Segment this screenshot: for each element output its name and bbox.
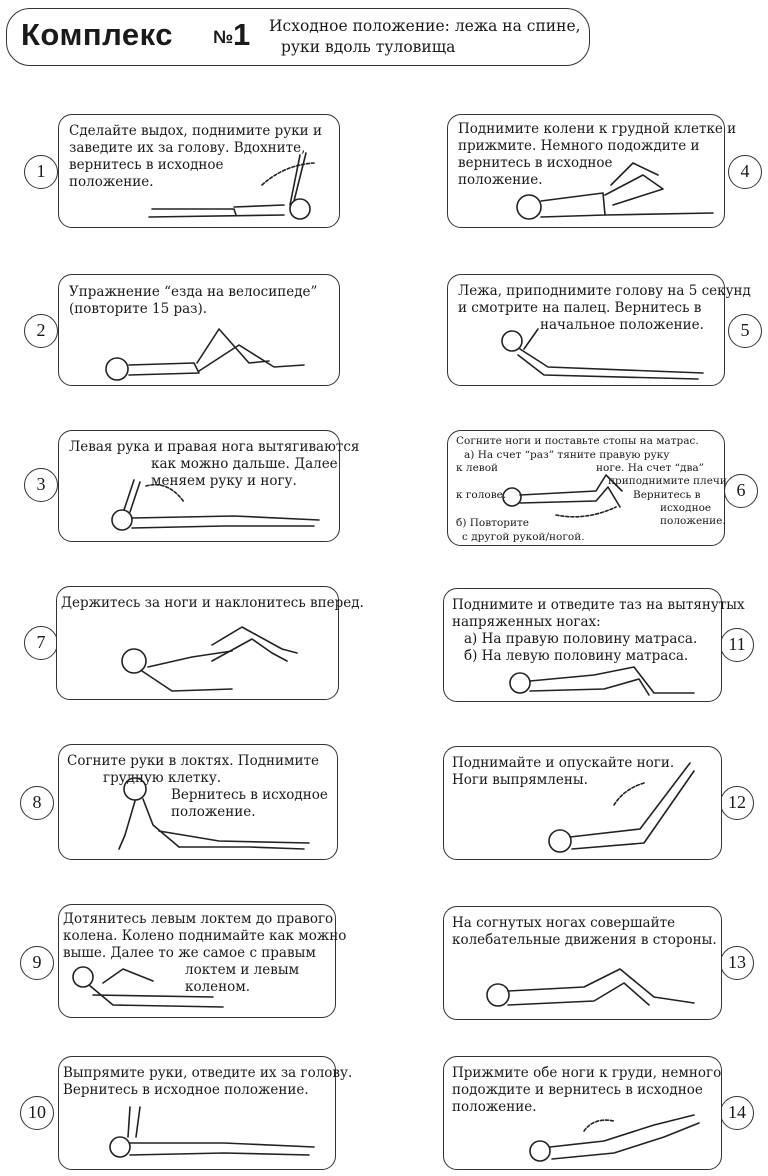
exercise-number-11: 11 — [720, 628, 754, 662]
exercise-card-5 — [447, 274, 751, 386]
exercise-card-9 — [58, 904, 347, 1018]
exercise-text-6: Согните ноги и поставьте стопы на матрас. а) На счет “раз” тяните правую руку — [456, 435, 699, 461]
exercise-text-6-right-e: положение. — [660, 515, 726, 527]
exercise-text-1: Сделайте выдох, поднимите руки и заведите их за голову. Вдохните, вернитесь в исходное положение. — [69, 123, 322, 190]
exercise-text-9: Дотянитесь левым локтем до правого колена. Колено поднимайте как можно выше. Далее то же самое с правым локтем и левым коленом. — [63, 911, 347, 995]
exercise-illustration-2 — [99, 315, 319, 385]
exercise-text-6-right-b: приподнимите плечи — [608, 475, 727, 487]
exercise-card-6 — [447, 430, 725, 546]
exercise-text-6-left-a: к левой — [456, 462, 499, 474]
exercise-number-2: 2 — [24, 314, 58, 348]
exercise-card-7 — [56, 586, 364, 700]
exercise-number-12: 12 — [720, 786, 754, 820]
exercise-text-4: Поднимите колени к грудной клетке и прижмите. Немного подождите и вернитесь в исходное положение. — [458, 121, 737, 188]
exercise-text-11: Поднимите и отведите таз на вытянутых напряженных ногах: а) На правую половину матраса. б) На левую половину матраса. — [452, 597, 745, 664]
exercise-text-10: Выпрямите руки, отведите их за голову. Вернитесь в исходное положение. — [63, 1065, 353, 1098]
exercise-card-1 — [58, 114, 340, 228]
exercise-illustration-11 — [504, 663, 704, 701]
exercise-illustration-12 — [544, 753, 714, 859]
exercise-illustration-10 — [104, 1103, 324, 1167]
exercise-number-13: 13 — [720, 946, 754, 980]
exercise-illustration-7 — [112, 617, 312, 697]
exercise-text-3: Левая рука и правая нога вытягиваются как можно дальше. Далее меняем руку и ногу. — [69, 439, 360, 489]
exercise-text-8: Согните руки в локтях. Поднимите грудную клетку. Вернитесь в исходное положение. — [67, 753, 328, 820]
exercise-number-9: 9 — [20, 946, 54, 980]
exercise-number-6: 6 — [724, 474, 758, 508]
exercise-illustration-6 — [496, 471, 636, 527]
exercise-number-5: 5 — [728, 314, 762, 348]
exercise-text-6-left-b: к голове. — [456, 489, 507, 501]
exercise-text-7: Держитесь за ноги и наклонитесь вперед. — [61, 595, 364, 611]
exercise-number-1: 1 — [24, 155, 58, 189]
header-box — [6, 8, 590, 66]
exercise-text-6-right-d: исходное — [660, 502, 712, 514]
description-line-2: руки вдоль туловища — [281, 38, 456, 56]
exercise-text-12: Поднимайте и опускайте ноги. Ноги выпрямлены. — [452, 755, 675, 788]
exercise-illustration-5 — [488, 319, 718, 383]
exercise-card-2 — [58, 274, 340, 386]
exercise-text-2: Упражнение “езда на велосипеде” (повторите 15 раз). — [69, 284, 318, 317]
exercise-number-10: 10 — [20, 1096, 54, 1130]
exercise-text-6-right-c: Вернитесь в — [633, 489, 701, 501]
exercise-illustration-8 — [99, 775, 329, 855]
exercise-text-14: Прижмите обе ноги к груди, немного подождите и вернитесь в исходное положение. — [452, 1065, 722, 1115]
exercise-illustration-13 — [484, 961, 704, 1017]
exercise-card-4 — [447, 114, 737, 228]
exercise-number-3: 3 — [24, 468, 58, 502]
exercise-illustration-9 — [63, 955, 243, 1017]
number-sign: № — [213, 27, 234, 47]
exercise-illustration-14 — [524, 1107, 714, 1167]
exercise-card-12 — [443, 746, 722, 860]
exercise-card-14 — [443, 1056, 722, 1170]
exercise-card-13 — [443, 906, 722, 1020]
exercise-card-3 — [58, 430, 360, 542]
exercise-card-10 — [58, 1056, 353, 1170]
exercise-illustration-3 — [104, 476, 324, 540]
complex-number: 1 — [233, 17, 251, 52]
exercise-number-14: 14 — [720, 1096, 754, 1130]
description-line-1: Исходное положение: лежа на спине, — [269, 17, 581, 35]
exercise-text-13: На согнутых ногах совершайте колебательные движения в стороны. — [452, 915, 717, 948]
exercise-illustration-4 — [513, 155, 723, 225]
exercise-illustration-1 — [144, 145, 334, 225]
exercise-text-6-left-c: б) Повторите с другой рукой/ногой. — [456, 517, 585, 543]
exercise-number-4: 4 — [728, 155, 762, 189]
exercise-text-6-right-a: ноге. На счет “два” — [596, 462, 705, 474]
start-position-description — [269, 16, 581, 58]
exercise-text-5: Лежа, приподнимите голову на 5 секунд и смотрите на палец. Вернитесь в начальное положение. — [458, 283, 751, 333]
exercise-number-7: 7 — [24, 626, 58, 660]
exercise-card-8 — [58, 744, 338, 860]
exercise-number-8: 8 — [20, 786, 54, 820]
complex-title: Комплекс — [21, 17, 173, 52]
